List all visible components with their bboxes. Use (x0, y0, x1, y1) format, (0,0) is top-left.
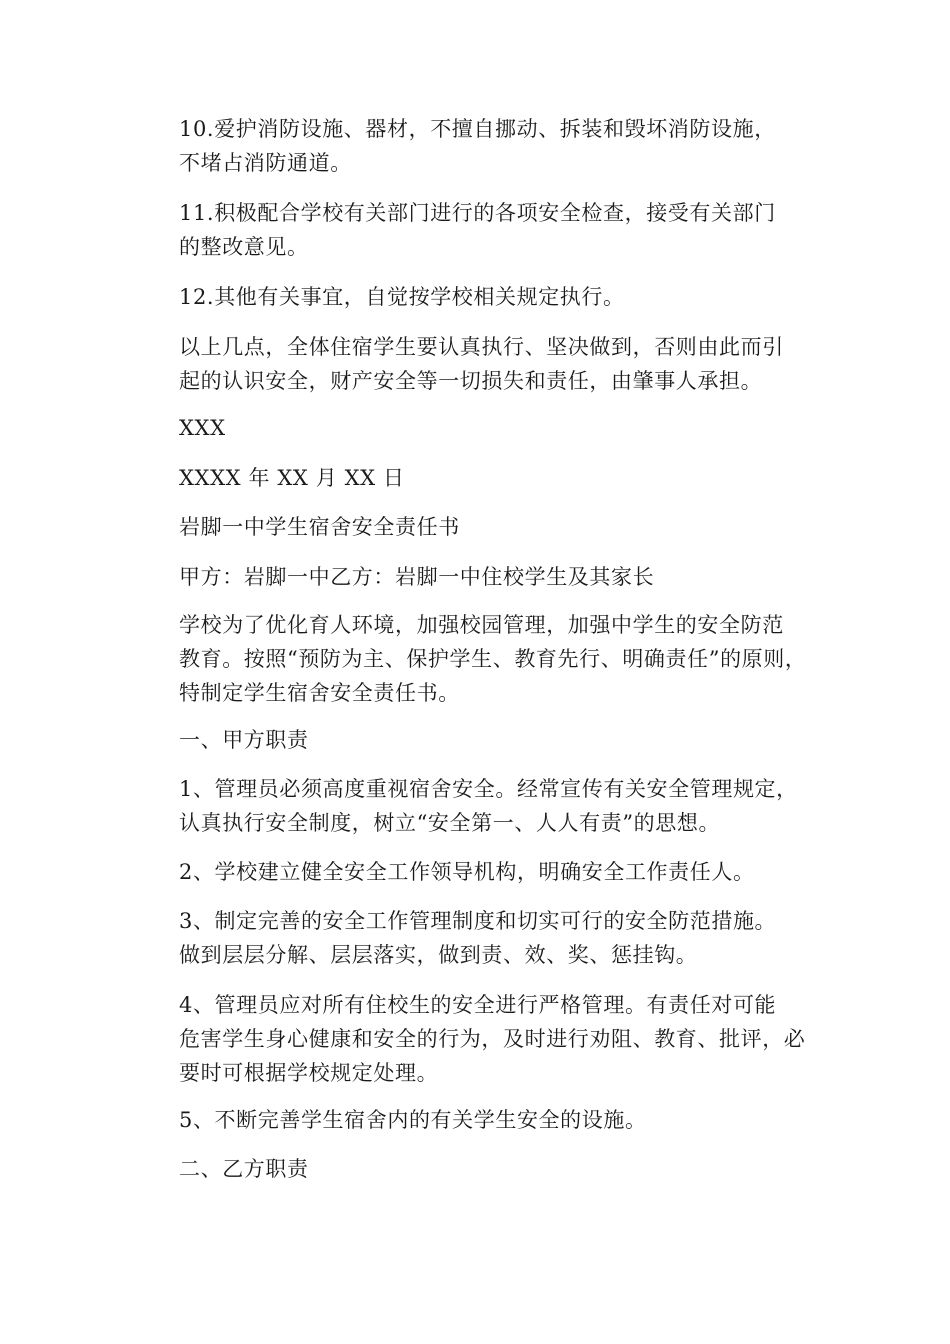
text-line: XXX (179, 416, 226, 440)
clause-11-paragraph (145, 196, 776, 264)
text-line: 做到层层分解、层层落实，做到责、效、奖、惩挂钩。 (179, 943, 698, 967)
text-line: 特制定学生宿舍安全责任书。 (179, 681, 460, 705)
text-line: 学校为了优化育人环境，加强校园管理，加强中学生的安全防范 (179, 613, 784, 637)
text-line: 危害学生身心健康和安全的行为，及时进行劝阻、教育、批评，必 (179, 1027, 806, 1051)
duty-2-paragraph (145, 855, 755, 889)
text-line: 4、管理员应对所有住校生的安全进行严格管理。有责任对可能 (179, 993, 777, 1017)
duty-1-paragraph (145, 772, 798, 840)
duty-3-paragraph (145, 904, 776, 972)
text-line: 1、管理员必须高度重视宿舍安全。经常宣传有关安全管理规定， (179, 777, 798, 801)
text-line: 2、学校建立健全安全工作领导机构，明确安全工作责任人。 (179, 860, 755, 884)
text-line: 认真执行安全制度，树立“安全第一、人人有责”的思想。 (179, 811, 721, 835)
text-line: 3、制定完善的安全工作管理制度和切实可行的安全防范措施。 (179, 909, 777, 933)
section-heading-party-a (145, 723, 309, 757)
text-line: 10.爱护消防设施、器材，不擅自挪动、拆装和毁坏消防设施， (179, 117, 776, 141)
section-heading-party-b (145, 1152, 309, 1186)
text-line: XXXX 年 XX 月 XX 日 (179, 466, 405, 490)
duty-4-paragraph (145, 988, 805, 1090)
document-title (145, 510, 460, 544)
text-line: 的整改意见。 (179, 235, 309, 259)
duty-5-paragraph (145, 1103, 647, 1137)
parties-line (145, 560, 654, 594)
text-line: 不堵占消防通道。 (179, 151, 352, 175)
signature-name (145, 411, 226, 445)
text-line: 5、不断完善学生宿舍内的有关学生安全的设施。 (179, 1108, 647, 1132)
text-line: 甲方：岩脚一中乙方：岩脚一中住校学生及其家长 (179, 565, 655, 589)
text-line: 要时可根据学校规定处理。 (179, 1061, 439, 1085)
closing-paragraph (145, 330, 784, 398)
text-line: 岩脚一中学生宿舍安全责任书 (179, 515, 460, 539)
clause-12-paragraph (145, 280, 625, 314)
clause-10-paragraph (145, 112, 776, 180)
preamble-paragraph (145, 608, 806, 710)
text-line: 教育。按照“预防为主、保护学生、教育先行、明确责任”的原则， (179, 647, 807, 671)
text-line: 起的认识安全，财产安全等一切损失和责任，由肇事人承担。 (179, 369, 763, 393)
text-line: 12.其他有关事宜，自觉按学校相关规定执行。 (179, 285, 625, 309)
text-line: 以上几点，全体住宿学生要认真执行、坚决做到，否则由此而引 (179, 335, 784, 359)
text-line: 11.积极配合学校有关部门进行的各项安全检查，接受有关部门 (179, 201, 776, 225)
text-line: 一、甲方职责 (179, 728, 309, 752)
text-line: 二、乙方职责 (179, 1157, 309, 1181)
signature-date (145, 461, 405, 495)
